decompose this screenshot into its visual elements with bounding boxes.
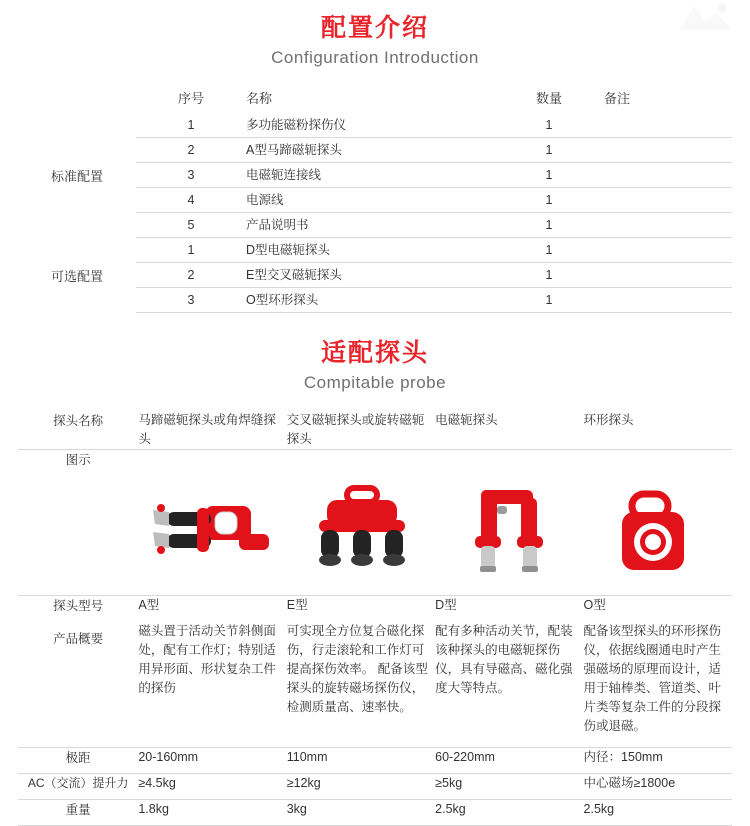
probe-weight-row xyxy=(18,800,732,826)
config-title-cn: 配置介绍 xyxy=(320,14,429,42)
probe-table-wrapper xyxy=(18,411,732,826)
config-cell-name: D型电磁轭探头 xyxy=(246,238,494,263)
probe-pole-3: 内径：150mm xyxy=(584,748,732,774)
config-cell-name: A型马蹄磁轭探头 xyxy=(246,138,494,163)
probe-table xyxy=(18,411,732,826)
probe-model-1: E型 xyxy=(286,598,308,612)
probe-figure-spacer-3 xyxy=(584,450,732,476)
config-title-en: Configuration Introduction xyxy=(271,48,479,67)
config-cell-name: 多功能磁粉探伤仪 xyxy=(246,113,494,138)
config-cell-remark xyxy=(604,213,732,238)
probe-title-cn: 适配探头 xyxy=(320,339,429,367)
probe-image-label-spacer xyxy=(18,476,138,596)
config-cell-qty: 1 xyxy=(494,163,604,188)
probe-image-cell-1 xyxy=(287,476,435,596)
config-header-no: 序号 xyxy=(177,91,204,106)
config-cell-qty: 1 xyxy=(494,213,604,238)
config-cell-remark xyxy=(604,288,732,313)
config-cell-remark xyxy=(604,113,732,138)
horseshoe-yoke-probe-icon xyxy=(143,476,283,586)
config-cell-no: 1 xyxy=(136,113,246,138)
config-section-heading xyxy=(0,0,750,72)
config-header-group-spacer xyxy=(18,88,136,113)
probe-image-cell-2 xyxy=(435,476,583,596)
probe-label-figure: 图示 xyxy=(65,453,91,467)
probe-image-cell-0 xyxy=(138,476,286,596)
probe-weight-2: 2.5kg xyxy=(435,800,583,826)
config-row xyxy=(18,238,732,263)
config-cell-name: 电源线 xyxy=(246,188,494,213)
probe-name-row xyxy=(18,411,732,450)
probe-section-heading xyxy=(0,313,750,397)
config-table xyxy=(18,88,732,313)
probe-summary-1: 可实现全方位复合磁化探伤，行走滚轮和工作灯可提高探伤效率。 配备该型探头的旋转磁场探伤仪，检测质量高、速率快。 xyxy=(287,622,435,748)
config-cell-name: E型交叉磁轭探头 xyxy=(246,263,494,288)
config-cell-remark xyxy=(604,238,732,263)
config-cell-no: 3 xyxy=(136,288,246,313)
config-cell-qty: 1 xyxy=(494,188,604,213)
probe-label-lift: AC（交流）提升力 xyxy=(18,774,138,800)
probe-pole-2: 60-220mm xyxy=(435,748,583,774)
cross-yoke-probe-icon xyxy=(291,476,431,586)
config-cell-no: 4 xyxy=(136,188,246,213)
probe-image-row xyxy=(18,476,732,596)
probe-label-name: 探头名称 xyxy=(18,411,138,450)
config-cell-qty: 1 xyxy=(494,288,604,313)
probe-lift-0: ≥4.5kg xyxy=(138,774,286,800)
probe-lift-1: ≥12kg xyxy=(287,774,435,800)
config-cell-remark xyxy=(604,263,732,288)
config-cell-name: O型环形探头 xyxy=(246,288,494,313)
config-cell-qty: 1 xyxy=(494,263,604,288)
config-cell-no: 3 xyxy=(136,163,246,188)
config-cell-remark xyxy=(604,138,732,163)
probe-image-cell-3 xyxy=(584,476,732,596)
config-header-row xyxy=(18,88,732,113)
probe-figure-label-row xyxy=(18,450,732,476)
config-cell-name: 电磁轭连接线 xyxy=(246,163,494,188)
config-cell-qty: 1 xyxy=(494,113,604,138)
config-cell-remark xyxy=(604,163,732,188)
probe-summary-0: 磁头置于活动关节斜侧面处，配有工作灯；特别适用异形面、形状复杂工件的探伤 xyxy=(138,622,286,748)
config-group-label-standard: 标准配置 xyxy=(50,168,103,184)
probe-lift-2: ≥5kg xyxy=(435,774,583,800)
probe-pole-row xyxy=(18,748,732,774)
config-header-qty: 数量 xyxy=(535,91,562,106)
probe-figure-spacer-0 xyxy=(138,450,286,476)
config-cell-qty: 1 xyxy=(494,238,604,263)
config-group-label-optional: 可选配置 xyxy=(50,268,103,284)
probe-name-0: 马蹄磁轭探头或角焊缝探头 xyxy=(138,411,286,450)
probe-summary-row xyxy=(18,622,732,748)
probe-model-0: A型 xyxy=(138,598,160,612)
config-cell-no: 2 xyxy=(136,138,246,163)
probe-label-model: 探头型号 xyxy=(53,599,104,613)
probe-summary-2: 配有多种活动关节，配装该种探头的电磁轭探伤仪，具有导磁高、磁化强度大等特点。 xyxy=(435,622,583,748)
config-header-name: 名称 xyxy=(246,91,273,106)
probe-model-row xyxy=(18,596,732,622)
ring-probe-icon xyxy=(588,476,728,586)
probe-pole-0: 20-160mm xyxy=(138,748,286,774)
probe-title-en: Compitable probe xyxy=(303,373,447,392)
config-table-wrapper xyxy=(18,88,732,313)
config-cell-qty: 1 xyxy=(494,138,604,163)
probe-pole-1: 110mm xyxy=(287,748,435,774)
decorative-watermark-icon xyxy=(676,0,736,34)
electromagnetic-yoke-probe-icon xyxy=(439,476,579,586)
probe-lift-3: 中心磁场≥1800e xyxy=(584,774,732,800)
config-cell-no: 5 xyxy=(136,213,246,238)
probe-name-1: 交叉磁轭探头或旋转磁轭探头 xyxy=(287,411,435,450)
probe-weight-0: 1.8kg xyxy=(138,800,286,826)
probe-label-weight: 重量 xyxy=(18,800,138,826)
config-cell-no: 2 xyxy=(136,263,246,288)
probe-figure-spacer-1 xyxy=(287,450,435,476)
probe-name-2: 电磁轭探头 xyxy=(435,411,583,450)
probe-label-pole: 极距 xyxy=(18,748,138,774)
config-row xyxy=(18,113,732,138)
probe-summary-3: 配备该型探头的环形探伤仪，依据线圈通电时产生强磁场的原理而设计，适用于轴棒类、管道类、叶片类等复杂工件的分段探伤或退磁。 xyxy=(584,622,732,748)
config-cell-name: 产品说明书 xyxy=(246,213,494,238)
probe-label-summary: 产品概要 xyxy=(18,622,138,748)
config-cell-no: 1 xyxy=(136,238,246,263)
probe-weight-3: 2.5kg xyxy=(584,800,732,826)
config-cell-remark xyxy=(604,188,732,213)
probe-figure-spacer-2 xyxy=(435,450,583,476)
config-header-remark: 备注 xyxy=(604,91,631,106)
probe-lift-row xyxy=(18,774,732,800)
probe-weight-1: 3kg xyxy=(287,800,435,826)
probe-name-3: 环形探头 xyxy=(584,411,732,450)
probe-model-3: O型 xyxy=(583,598,606,612)
probe-model-2: D型 xyxy=(435,598,457,612)
